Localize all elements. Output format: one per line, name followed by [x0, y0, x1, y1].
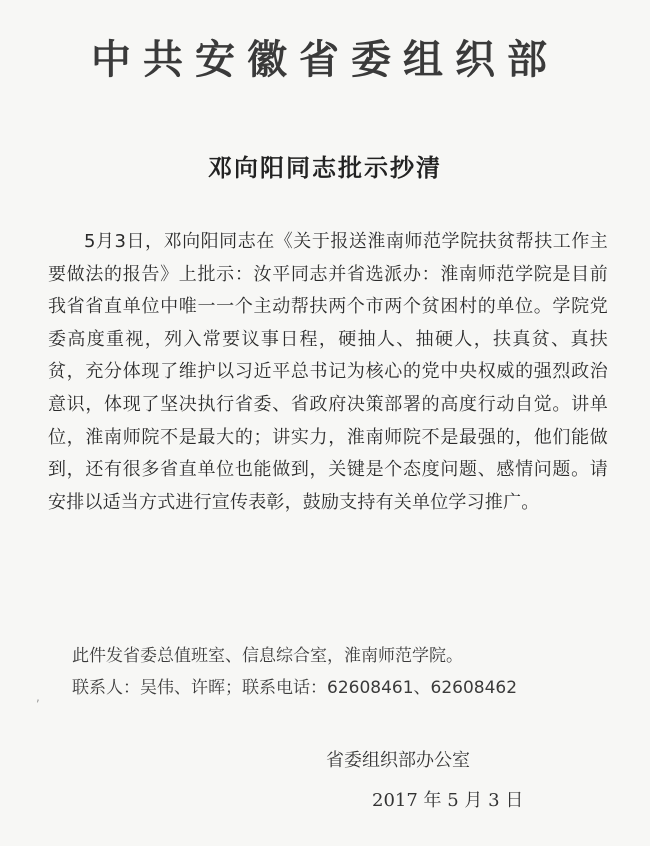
letterhead: 中共安徽省委组织部	[91, 37, 559, 83]
contact-line: 联系人：吴伟、许晖；联系电话：62608461、62608462	[72, 678, 518, 698]
scan-mark: ,	[36, 690, 40, 704]
footer-block	[72, 640, 517, 704]
distribution-line: 此件发省委总值班室、信息综合室，淮南师范学院。	[72, 646, 463, 666]
issuer-signature: 省委组织部办公室	[326, 750, 470, 771]
document-body	[48, 226, 608, 519]
document-title: 邓向阳同志批示抄清	[208, 153, 442, 182]
issue-date: 2017 年 5 月 3 日	[372, 790, 524, 811]
body-paragraph: 5月3日，邓向阳同志在《关于报送淮南师范学院扶贫帮扶工作主要做法的报告》上批示：汝平同志并省选派办：淮南师范学院是目前我省省直单位中唯一一个主动帮扶两个市两个贫困村的单位。学院党委高度重视，列入常要议事日程，硬抽人、抽硬人，扶真贫、真扶贫，充分体现了维护以习近平总书记为核心的党中央权威的强烈政治意识，体现了坚决执行省委、省政府决策部署的高度行动自觉。讲单位，淮南师院不是最大的；讲实力，淮南师院不是最强的，他们能做到，还有很多省直单位也能做到，关键是个态度问题、感情问题。请安排以适当方式进行宣传表彰，鼓励支持有关单位学习推广。	[48, 231, 608, 513]
